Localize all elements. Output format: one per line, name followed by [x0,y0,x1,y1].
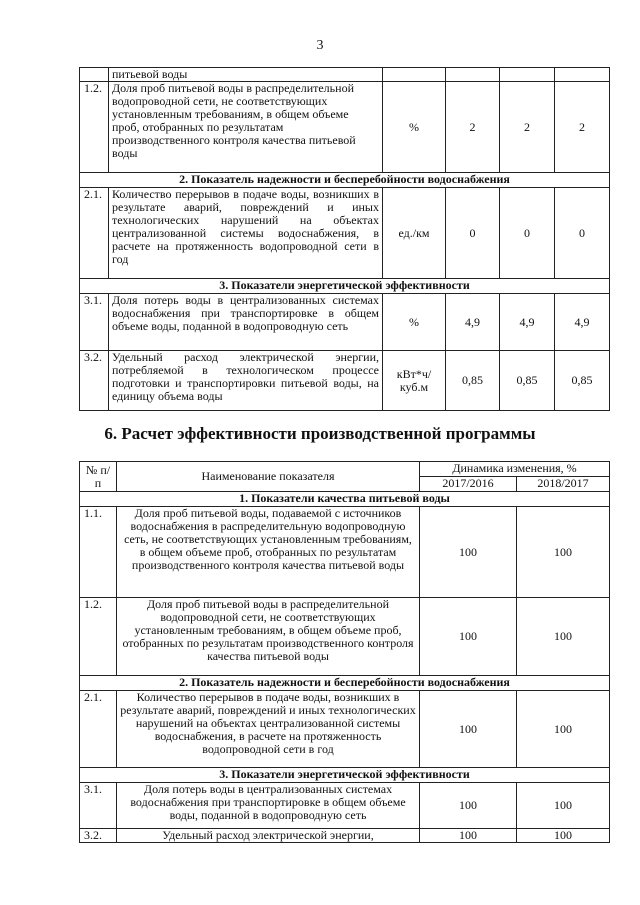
unit-cell: кВт*ч/ куб.м [383,351,446,411]
value-cell: 100 [517,598,610,676]
table-cell: питьевой воды [109,68,383,82]
row-number: 1.2. [80,598,117,676]
section-title: 2. Показатель надежности и бесперебойности водоснабжения [80,173,610,188]
section-row [80,676,610,691]
table-cell [383,68,446,82]
table-row [80,829,610,843]
indicator-name: Доля проб питьевой воды в распределительной водопроводной сети, не соответствующих установленным требованиям, в общем объеме проб, отобранных по результатам производственного контроля качества питьевой воды [109,82,383,173]
row-number: 3.2. [80,351,109,411]
indicators-table [79,67,610,411]
table-row [80,598,610,676]
indicator-name: Удельный расход электрической энергии, потребляемой в технологическом процессе подготовки и транспортировки питьевой воды, на единицу объема воды [109,351,383,411]
table-cell [446,68,500,82]
value-cell: 100 [517,829,610,843]
value-cell: 2 [555,82,610,173]
table-row [80,783,610,829]
row-number: 3.2. [80,829,117,843]
section-heading: 6. Расчет эффективности производственной программы [104,424,536,443]
table-row [80,68,610,82]
value-cell: 0,85 [500,351,555,411]
value-cell: 2 [446,82,500,173]
value-cell: 100 [420,507,517,598]
value-cell: 0 [446,188,500,279]
section-title: 3. Показатели энергетической эффективности [80,279,610,294]
header-period: 2018/2017 [517,477,610,492]
value-cell: 100 [517,783,610,829]
value-cell: 100 [517,691,610,768]
section-title: 3. Показатели энергетической эффективности [80,768,610,783]
section-title: 1. Показатели качества питьевой воды [80,492,610,507]
row-number: 3.1. [80,294,109,351]
table-row [80,188,610,279]
section-row [80,768,610,783]
value-cell: 0,85 [555,351,610,411]
table-row [80,82,610,173]
value-cell: 100 [517,507,610,598]
value-cell: 0 [500,188,555,279]
efficiency-table [79,461,610,843]
table-cell [500,68,555,82]
indicator-name: Доля проб питьевой воды, подаваемой с источников водоснабжения в распределительную водопроводную сеть, не соответствующих установленным требованиям, в общем объеме проб, отобранных по результатам производственного контроля качества питьевой воды [117,507,420,598]
table-cell [80,68,109,82]
unit-cell: ед./км [383,188,446,279]
value-cell: 0,85 [446,351,500,411]
indicator-name: Количество перерывов в подаче воды, возникших в результате аварий, повреждений и иных технологических нарушений на объектах централизованной системы водоснабжения, в расчете на протяженность водопроводной сети в год [109,188,383,279]
value-cell: 100 [420,783,517,829]
indicator-name: Доля потерь воды в централизованных системах водоснабжения при транспортировке в общем объеме воды, поданной в водопроводную сеть [117,783,420,829]
table-row [80,294,610,351]
row-number: 1.2. [80,82,109,173]
value-cell: 0 [555,188,610,279]
section-row [80,492,610,507]
section-title: 2. Показатель надежности и бесперебойности водоснабжения [80,676,610,691]
section-row [80,279,610,294]
value-cell: 100 [420,691,517,768]
table-row [80,507,610,598]
value-cell: 100 [420,598,517,676]
row-number: 2.1. [80,691,117,768]
indicator-name: Доля проб питьевой воды в распределительной водопроводной сети, не соответствующих установленным требованиям, в общем объеме проб, отобранных по результатам производственного контроля качества питьевой воды [117,598,420,676]
row-number: 3.1. [80,783,117,829]
value-cell: 2 [500,82,555,173]
header-period: 2017/2016 [420,477,517,492]
table-row [80,691,610,768]
row-number: 1.1. [80,507,117,598]
indicator-name: Доля потерь воды в централизованных системах водоснабжения при транспортировке в общем объеме воды, поданной в водопроводную сеть [109,294,383,351]
header-number: № п/п [80,462,117,492]
section-row [80,173,610,188]
value-cell: 4,9 [555,294,610,351]
value-cell: 4,9 [500,294,555,351]
header-dynamics: Динамика изменения, % [420,462,610,477]
table-cell [555,68,610,82]
table-row [80,351,610,411]
unit-cell: % [383,82,446,173]
value-cell: 4,9 [446,294,500,351]
value-cell: 100 [420,829,517,843]
row-number: 2.1. [80,188,109,279]
indicator-name: Удельный расход электрической энергии, [117,829,420,843]
unit-cell: % [383,294,446,351]
page-number: 3 [316,38,324,53]
header-row [80,462,610,477]
header-name: Наименование показателя [117,462,420,492]
indicator-name: Количество перерывов в подаче воды, возникших в результате аварий, повреждений и иных технологических нарушений на объектах централизованной системы водоснабжения, в расчете на протяженность водопроводной сети в год [117,691,420,768]
